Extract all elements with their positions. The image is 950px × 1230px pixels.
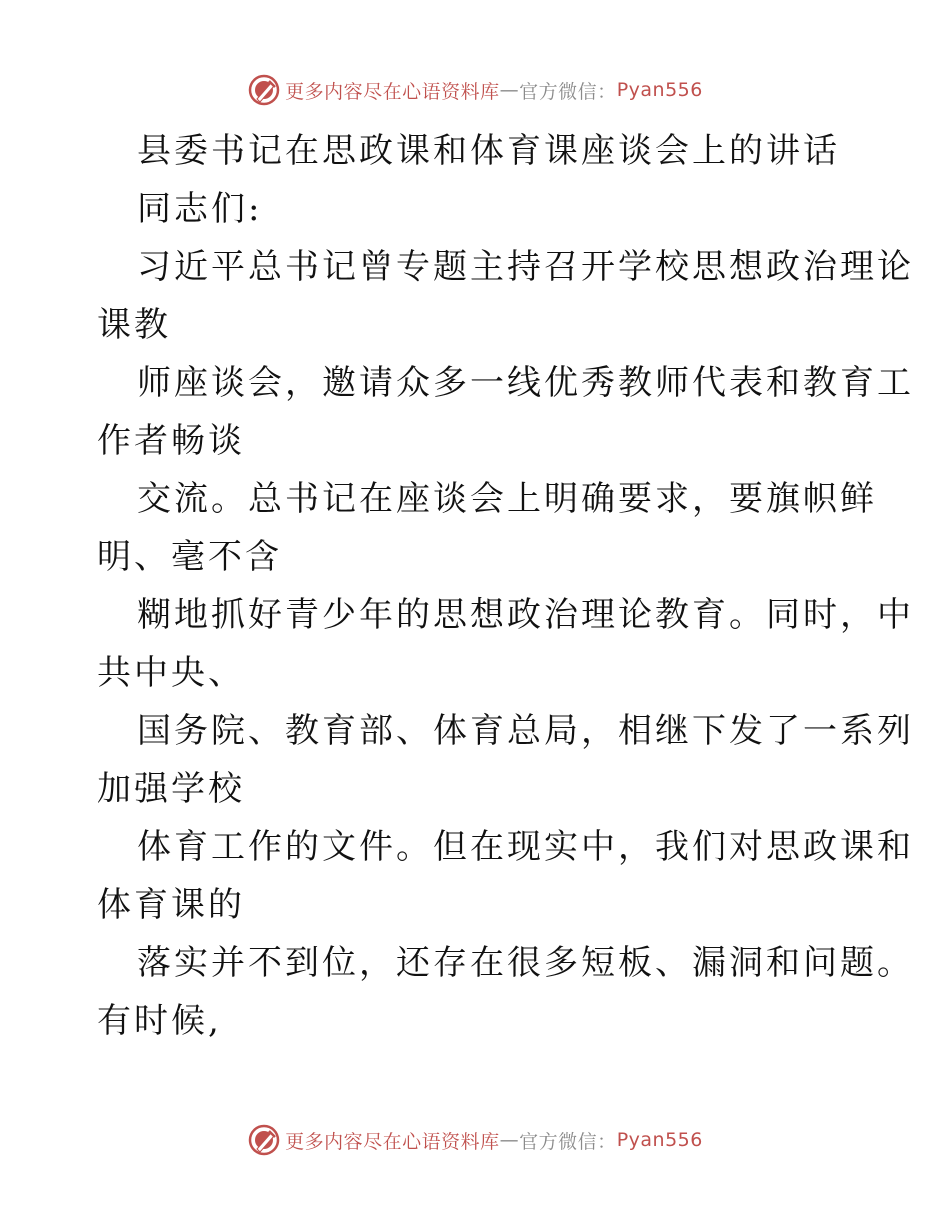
header-site-text: 更多内容尽在心语资料库 bbox=[285, 80, 500, 103]
text-line: 体育工作的文件。但在现实中，我们对思政课和 bbox=[137, 827, 914, 867]
text-line: 县委书记在思政课和体育课座谈会上的讲话 bbox=[137, 131, 840, 171]
pen-nib-logo-icon bbox=[247, 73, 281, 107]
header-banner bbox=[0, 70, 950, 110]
text-line: 加强学校 bbox=[97, 769, 245, 809]
footer-site-text: 更多内容尽在心语资料库 bbox=[285, 1130, 500, 1153]
text-line: 交流。总书记在座谈会上明确要求，要旗帜鲜 bbox=[137, 479, 877, 519]
header-dash: — bbox=[499, 79, 520, 101]
footer-wechat-id: Pyan556 bbox=[616, 1129, 703, 1151]
footer-banner bbox=[0, 1120, 950, 1160]
text-line: 糊地抓好青少年的思想政治理论教育。同时，中 bbox=[137, 595, 914, 635]
text-line: 习近平总书记曾专题主持召开学校思想政治理论 bbox=[137, 247, 914, 287]
text-line: 同志们: bbox=[137, 189, 263, 229]
footer-dash: — bbox=[499, 1129, 520, 1151]
text-line: 明、毫不含 bbox=[97, 537, 282, 577]
pen-nib-logo-icon bbox=[247, 1123, 281, 1157]
header-wechat-label: 官方微信： bbox=[519, 80, 617, 103]
text-line: 课教 bbox=[97, 305, 171, 345]
document-body bbox=[97, 122, 914, 1050]
text-line: 作者畅谈 bbox=[97, 421, 245, 461]
text-line: 国务院、教育部、体育总局，相继下发了一系列 bbox=[137, 711, 914, 751]
text-line: 师座谈会，邀请众多一线优秀教师代表和教育工 bbox=[137, 363, 914, 403]
text-line: 共中央、 bbox=[97, 653, 245, 693]
header-wechat-id: Pyan556 bbox=[616, 79, 703, 101]
footer-wechat-label: 官方微信： bbox=[519, 1130, 617, 1153]
text-line: 落实并不到位，还存在很多短板、漏洞和问题。 bbox=[137, 943, 914, 983]
text-line: 体育课的 bbox=[97, 885, 245, 925]
text-line: 有时候, bbox=[97, 1001, 222, 1041]
